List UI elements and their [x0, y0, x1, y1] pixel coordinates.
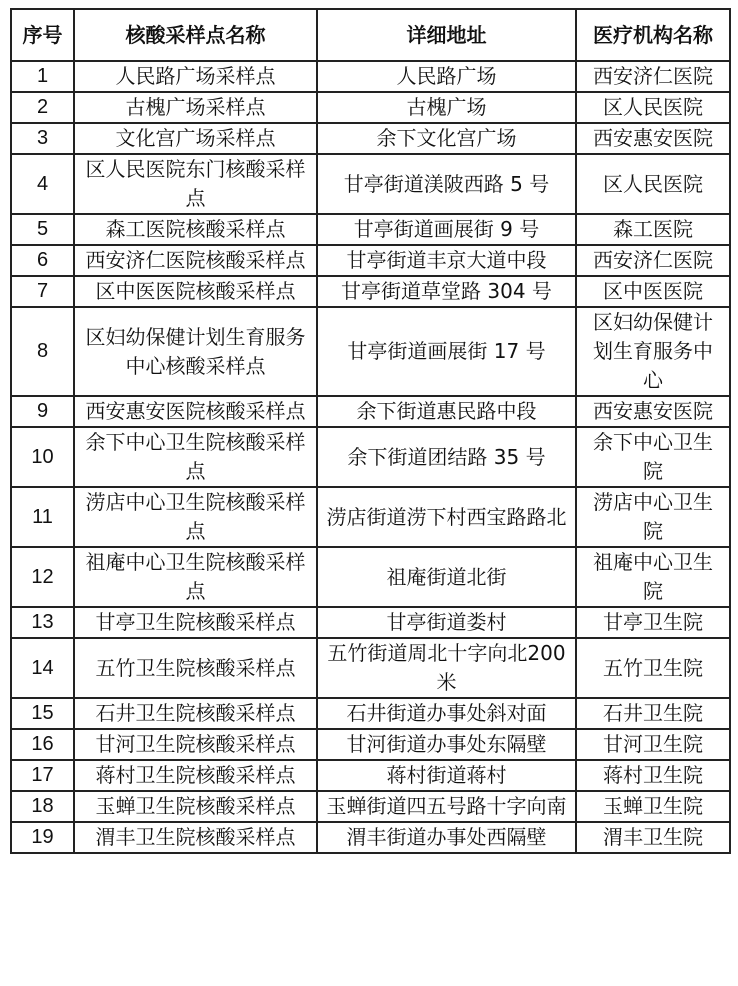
- cell-site-name: 区中医医院核酸采样点: [74, 276, 317, 307]
- cell-index: 1: [11, 61, 74, 92]
- cell-address: 甘河街道办事处东隔壁: [317, 729, 576, 760]
- table-row: [11, 154, 730, 214]
- cell-institution: 石井卫生院: [576, 698, 730, 729]
- sampling-sites-table: [10, 8, 731, 854]
- cell-address: 余下文化宫广场: [317, 123, 576, 154]
- cell-institution: 五竹卫生院: [576, 638, 730, 698]
- table-row: [11, 638, 730, 698]
- cell-site-name: 森工医院核酸采样点: [74, 214, 317, 245]
- cell-institution: 西安济仁医院: [576, 61, 730, 92]
- cell-site-name: 甘亭卫生院核酸采样点: [74, 607, 317, 638]
- cell-address: 甘亭街道画展街 17 号: [317, 307, 576, 396]
- cell-site-name: 古槐广场采样点: [74, 92, 317, 123]
- cell-site-name: 区妇幼保健计划生育服务中心核酸采样点: [74, 307, 317, 396]
- cell-index: 4: [11, 154, 74, 214]
- cell-index: 9: [11, 396, 74, 427]
- cell-institution: 森工医院: [576, 214, 730, 245]
- cell-institution: 渭丰卫生院: [576, 822, 730, 853]
- cell-address: 甘亭街道娄村: [317, 607, 576, 638]
- cell-site-name: 五竹卫生院核酸采样点: [74, 638, 317, 698]
- cell-address: 古槐广场: [317, 92, 576, 123]
- header-address: 详细地址: [317, 9, 576, 61]
- cell-index: 2: [11, 92, 74, 123]
- cell-institution: 西安惠安医院: [576, 123, 730, 154]
- cell-index: 3: [11, 123, 74, 154]
- cell-institution: 区人民医院: [576, 154, 730, 214]
- cell-index: 18: [11, 791, 74, 822]
- cell-institution: 蒋村卫生院: [576, 760, 730, 791]
- cell-site-name: 余下中心卫生院核酸采样点: [74, 427, 317, 487]
- cell-index: 13: [11, 607, 74, 638]
- cell-address: 蒋村街道蒋村: [317, 760, 576, 791]
- cell-institution: 甘河卫生院: [576, 729, 730, 760]
- cell-site-name: 区人民医院东门核酸采样点: [74, 154, 317, 214]
- table-row: [11, 427, 730, 487]
- cell-site-name: 玉蝉卫生院核酸采样点: [74, 791, 317, 822]
- table-row: [11, 607, 730, 638]
- cell-index: 17: [11, 760, 74, 791]
- cell-index: 12: [11, 547, 74, 607]
- table-row: [11, 547, 730, 607]
- cell-index: 11: [11, 487, 74, 547]
- table-row: [11, 214, 730, 245]
- cell-institution: 余下中心卫生院: [576, 427, 730, 487]
- cell-institution: 西安惠安医院: [576, 396, 730, 427]
- cell-index: 14: [11, 638, 74, 698]
- header-institution: 医疗机构名称: [576, 9, 730, 61]
- cell-index: 19: [11, 822, 74, 853]
- cell-site-name: 西安惠安医院核酸采样点: [74, 396, 317, 427]
- cell-address: 甘亭街道丰京大道中段: [317, 245, 576, 276]
- table-row: [11, 123, 730, 154]
- cell-institution: 区中医医院: [576, 276, 730, 307]
- cell-address: 甘亭街道草堂路 304 号: [317, 276, 576, 307]
- cell-address: 人民路广场: [317, 61, 576, 92]
- cell-index: 6: [11, 245, 74, 276]
- cell-index: 5: [11, 214, 74, 245]
- cell-address: 石井街道办事处斜对面: [317, 698, 576, 729]
- cell-address: 甘亭街道画展街 9 号: [317, 214, 576, 245]
- cell-site-name: 祖庵中心卫生院核酸采样点: [74, 547, 317, 607]
- cell-index: 16: [11, 729, 74, 760]
- cell-site-name: 涝店中心卫生院核酸采样点: [74, 487, 317, 547]
- header-site-name: 核酸采样点名称: [74, 9, 317, 61]
- cell-site-name: 石井卫生院核酸采样点: [74, 698, 317, 729]
- table-row: [11, 822, 730, 853]
- table-row: [11, 760, 730, 791]
- table-row: [11, 698, 730, 729]
- cell-address: 余下街道惠民路中段: [317, 396, 576, 427]
- cell-institution: 区人民医院: [576, 92, 730, 123]
- cell-institution: 西安济仁医院: [576, 245, 730, 276]
- cell-address: 余下街道团结路 35 号: [317, 427, 576, 487]
- cell-site-name: 文化宫广场采样点: [74, 123, 317, 154]
- table-row: [11, 729, 730, 760]
- cell-institution: 区妇幼保健计划生育服务中心: [576, 307, 730, 396]
- cell-site-name: 西安济仁医院核酸采样点: [74, 245, 317, 276]
- cell-site-name: 渭丰卫生院核酸采样点: [74, 822, 317, 853]
- table-row: [11, 92, 730, 123]
- cell-index: 8: [11, 307, 74, 396]
- cell-address: 涝店街道涝下村西宝路路北: [317, 487, 576, 547]
- cell-institution: 甘亭卫生院: [576, 607, 730, 638]
- cell-address: 玉蝉街道四五号路十字向南: [317, 791, 576, 822]
- cell-site-name: 蒋村卫生院核酸采样点: [74, 760, 317, 791]
- cell-index: 15: [11, 698, 74, 729]
- cell-site-name: 甘河卫生院核酸采样点: [74, 729, 317, 760]
- table-row: [11, 245, 730, 276]
- cell-institution: 玉蝉卫生院: [576, 791, 730, 822]
- cell-institution: 涝店中心卫生院: [576, 487, 730, 547]
- table-row: [11, 61, 730, 92]
- cell-address: 甘亭街道渼陂西路 5 号: [317, 154, 576, 214]
- cell-index: 7: [11, 276, 74, 307]
- cell-address: 五竹街道周北十字向北200 米: [317, 638, 576, 698]
- cell-institution: 祖庵中心卫生院: [576, 547, 730, 607]
- table-row: [11, 276, 730, 307]
- table-row: [11, 487, 730, 547]
- header-index: 序号: [11, 9, 74, 61]
- cell-address: 渭丰街道办事处西隔壁: [317, 822, 576, 853]
- cell-address: 祖庵街道北街: [317, 547, 576, 607]
- table-row: [11, 791, 730, 822]
- header-row: [11, 9, 730, 61]
- cell-index: 10: [11, 427, 74, 487]
- cell-site-name: 人民路广场采样点: [74, 61, 317, 92]
- table-row: [11, 307, 730, 396]
- table-row: [11, 396, 730, 427]
